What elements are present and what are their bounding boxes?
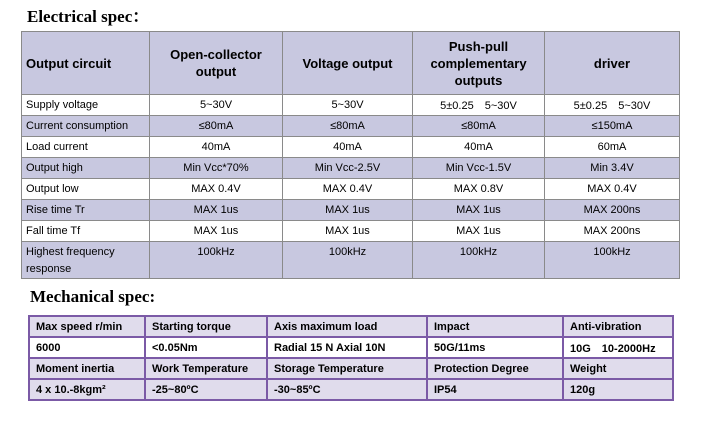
table-cell: MAX 0.4V	[545, 179, 680, 200]
table-cell: Min Vcc-2.5V	[283, 158, 413, 179]
table-cell: <0.05Nm	[145, 337, 267, 358]
header-cell: Open-collector output	[150, 32, 283, 95]
table-row	[22, 242, 680, 279]
table-cell: MAX 0.8V	[413, 179, 545, 200]
table-cell: 10G 10-2000Hz	[563, 337, 673, 358]
header-cell: Voltage output	[283, 32, 413, 95]
table-cell: Min 3.4V	[545, 158, 680, 179]
table-cell: MAX 1us	[283, 221, 413, 242]
table-cell: 100kHz	[545, 242, 680, 279]
table-cell: 100kHz	[150, 242, 283, 279]
table-cell: Starting torque	[145, 316, 267, 337]
table-cell: IP54	[427, 379, 563, 400]
row-label: Output high	[22, 158, 150, 179]
row-label: Current consumption	[22, 116, 150, 137]
table-row	[29, 337, 673, 358]
table-cell: MAX 1us	[413, 200, 545, 221]
electrical-spec-heading: Electrical spec：	[27, 7, 150, 26]
table-cell: -25~80ºC	[145, 379, 267, 400]
table-cell: Min Vcc*70%	[150, 158, 283, 179]
table-row	[22, 179, 680, 200]
table-cell: ≤80mA	[413, 116, 545, 137]
table-cell: Radial 15 N Axial 10N	[267, 337, 427, 358]
table-cell: 5±0.25 5~30V	[413, 95, 545, 116]
table-cell: 5~30V	[283, 95, 413, 116]
table-cell: 40mA	[150, 137, 283, 158]
table-cell: Work Temperature	[145, 358, 267, 379]
row-label: Supply voltage	[22, 95, 150, 116]
table-cell: Moment inertia	[29, 358, 145, 379]
mechanical-spec-heading: Mechanical spec:	[30, 287, 156, 306]
table-cell: 6000	[29, 337, 145, 358]
table-cell: ≤150mA	[545, 116, 680, 137]
table-row	[29, 379, 673, 400]
table-cell: ≤80mA	[283, 116, 413, 137]
header-cell: Output circuit	[22, 32, 150, 95]
table-cell: MAX 200ns	[545, 221, 680, 242]
table-cell: 100kHz	[413, 242, 545, 279]
table-cell: 120g	[563, 379, 673, 400]
header-cell: Push-pull complementary outputs	[413, 32, 545, 95]
table-cell: ≤80mA	[150, 116, 283, 137]
row-label: Load current	[22, 137, 150, 158]
table-row	[29, 316, 673, 337]
table-cell: MAX 1us	[283, 200, 413, 221]
row-label: Rise time Tr	[22, 200, 150, 221]
table-cell: Storage Temperature	[267, 358, 427, 379]
row-label: Highest frequency response	[22, 242, 150, 279]
electrical-spec-table	[21, 31, 680, 279]
table-row	[22, 158, 680, 179]
mechanical-spec-table	[28, 315, 674, 401]
table-cell: 5±0.25 5~30V	[545, 95, 680, 116]
row-label: Fall time Tf	[22, 221, 150, 242]
table-cell: Weight	[563, 358, 673, 379]
table-cell: Axis maximum load	[267, 316, 427, 337]
table-cell: 50G/11ms	[427, 337, 563, 358]
table-row	[22, 137, 680, 158]
table-cell: Anti-vibration	[563, 316, 673, 337]
table-row	[29, 358, 673, 379]
table-cell: MAX 0.4V	[283, 179, 413, 200]
table-cell: MAX 1us	[413, 221, 545, 242]
table-cell: MAX 0.4V	[150, 179, 283, 200]
table-cell: Max speed r/min	[29, 316, 145, 337]
table-cell: 4 x 10.-8kgm²	[29, 379, 145, 400]
table-cell: -30~85ºC	[267, 379, 427, 400]
row-label: Output low	[22, 179, 150, 200]
table-cell: Impact	[427, 316, 563, 337]
table-row	[22, 95, 680, 116]
table-cell: Protection Degree	[427, 358, 563, 379]
table-cell: MAX 200ns	[545, 200, 680, 221]
table-header-row	[22, 32, 680, 95]
table-row	[22, 116, 680, 137]
table-row	[22, 221, 680, 242]
table-cell: Min Vcc-1.5V	[413, 158, 545, 179]
table-cell: 5~30V	[150, 95, 283, 116]
table-row	[22, 200, 680, 221]
table-cell: MAX 1us	[150, 200, 283, 221]
table-cell: 40mA	[413, 137, 545, 158]
table-cell: MAX 1us	[150, 221, 283, 242]
table-cell: 60mA	[545, 137, 680, 158]
table-cell: 100kHz	[283, 242, 413, 279]
header-cell: driver	[545, 32, 680, 95]
table-cell: 40mA	[283, 137, 413, 158]
